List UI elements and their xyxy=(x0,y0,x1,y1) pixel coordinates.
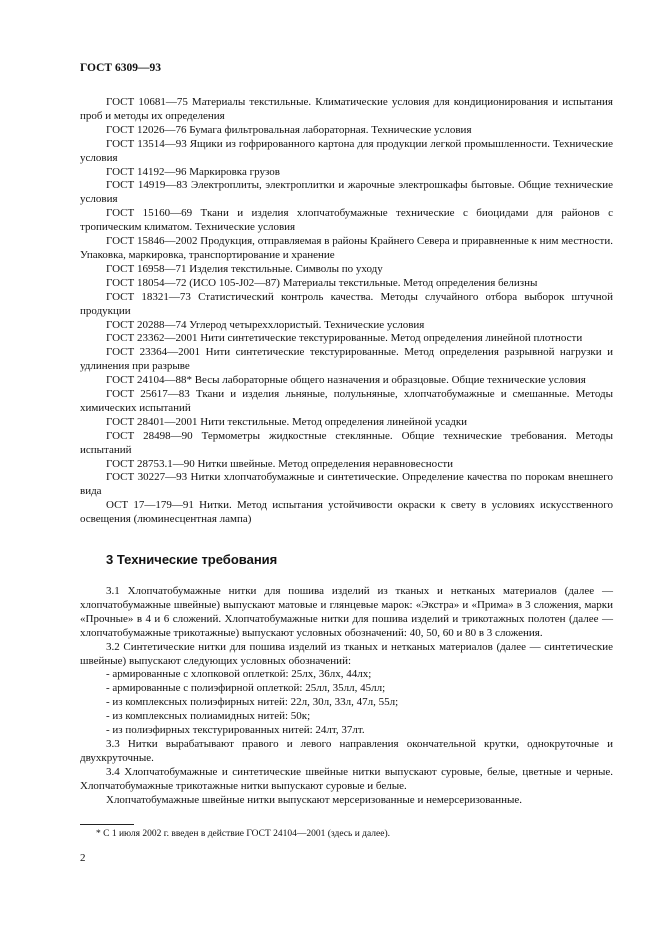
list-item: - из комплексных полиамидных нитей: 50к; xyxy=(106,710,311,723)
reference-item: ГОСТ 28753.1—90 Нитки швейные. Метод определения неравновесности xyxy=(106,457,454,470)
document-body xyxy=(80,96,613,808)
reference-item: ГОСТ 10681—75 Материалы текстильные. Климатические условия для кондиционирования и испытания проб и методы их определения xyxy=(80,96,613,122)
reference-item: ГОСТ 15846—2002 Продукция, отправляемая в районы Крайнего Севера и приравненные к ним местности. Упаковка, маркировка, транспортирование и хранение xyxy=(80,235,613,261)
page-number: 2 xyxy=(80,852,86,864)
section-title: 3 Технические требования xyxy=(106,552,278,568)
reference-item: ГОСТ 25617—83 Ткани и изделия льняные, полульняные, хлопчатобумажные и смешанные. Методы химических испытаний xyxy=(80,388,613,414)
reference-item: ГОСТ 15160—69 Ткани и изделия хлопчатобумажные технические с биоцидами для районов с тропическим климатом. Технические условия xyxy=(80,207,613,234)
paragraph-3-4: 3.4 Хлопчатобумажные и синтетические швейные нитки выпускают суровые, белые, цветные и черные. Хлопчатобумажные трикотажные нитки выпускают суровые и белые. xyxy=(80,765,613,792)
reference-item: ГОСТ 24104—88* Весы лабораторные общего назначения и образцовые. Общие технические условия xyxy=(106,374,586,387)
reference-item: ГОСТ 28498—90 Термометры жидкостные стеклянные. Общие технические требования. Методы испытаний xyxy=(80,429,613,456)
list-item: - армированные с полиэфирной оплеткой: 25лл, 35лл, 45лл; xyxy=(106,682,386,695)
footnote: * С 1 июля 2002 г. введен в действие ГОСТ 24104—2001 (здесь и далее). xyxy=(96,829,391,839)
reference-item: ОСТ 17—179—91 Нитки. Метод испытания устойчивости окраски к свету в условиях искусственного освещения (люминесцентная лампа) xyxy=(80,499,613,526)
paragraph-3-2: 3.2 Синтетические нитки для пошива изделий из тканых и нетканых материалов (далее — синтетические швейные) выпускают следующих условных обозначений: xyxy=(80,640,613,667)
paragraph-3-1: 3.1 Хлопчатобумажные нитки для пошива изделий из тканых и нетканых материалов (далее — хлопчатобумажные швейные) выпускают матовые и глянцевые марок: «Экстра» и «Прима» в 3 сложения, марки «Прочные» в 4 и 6 сложений. Хлопчатобумажные нитки для пошива изделий и трикотажных полотен (далее — хлопчатобумажные трикотажные) выпускают условных обозначений: 40, 50, 60 и 80 в 3 сложения. xyxy=(80,585,613,639)
reference-item: ГОСТ 28401—2001 Нити текстильные. Метод определения линейной усадки xyxy=(106,415,468,428)
list-item: - из полиэфирных текстурированных нитей: 24лт, 37лт. xyxy=(106,724,365,737)
document-header: ГОСТ 6309—93 xyxy=(80,62,161,74)
reference-item: ГОСТ 18321—73 Статистический контроль качества. Методы случайного отбора выборок штучной продукции xyxy=(80,290,613,317)
footnote-divider xyxy=(80,824,134,825)
reference-item: ГОСТ 16958—71 Изделия текстильные. Символы по уходу xyxy=(106,262,383,275)
reference-item: ГОСТ 13514—93 Ящики из гофрированного картона для продукции легкой промышленности. Технические условия xyxy=(80,137,613,164)
reference-item: ГОСТ 14192—96 Маркировка грузов xyxy=(106,165,280,178)
reference-item: ГОСТ 14919—83 Электроплиты, электроплитки и жарочные электрошкафы бытовые. Общие технические условия xyxy=(80,179,613,206)
paragraph-3-4-continued: Хлопчатобумажные швейные нитки выпускают мерсеризованные и немерсеризованные. xyxy=(106,793,522,806)
reference-item: ГОСТ 18054—72 (ИСО 105-J02—87) Материалы текстильные. Метод определения белизны xyxy=(106,276,538,289)
list-item: - армированные с хлопковой оплеткой: 25лх, 36лх, 44лх; xyxy=(106,668,372,681)
reference-item: ГОСТ 23364—2001 Нити синтетические текстурированные. Метод определения разрывной нагрузки и удлинения при разрыве xyxy=(80,346,613,373)
reference-item: ГОСТ 23362—2001 Нити синтетические текстурированные. Метод определения линейной плотности xyxy=(106,332,583,345)
reference-item: ГОСТ 30227—93 Нитки хлопчатобумажные и синтетические. Определение качества по порокам внешнего вида xyxy=(80,471,613,498)
list-item: - из комплексных полиэфирных нитей: 22л, 30л, 33л, 47л, 55л; xyxy=(106,696,399,709)
paragraph-3-3: 3.3 Нитки вырабатывают правого и левого направления окончательной крутки, однокруточные и двухкруточные. xyxy=(80,737,613,764)
reference-item: ГОСТ 12026—76 Бумага фильтровальная лабораторная. Технические условия xyxy=(106,123,472,136)
reference-item: ГОСТ 20288—74 Углерод четыреххлористый. Технические условия xyxy=(106,318,425,331)
